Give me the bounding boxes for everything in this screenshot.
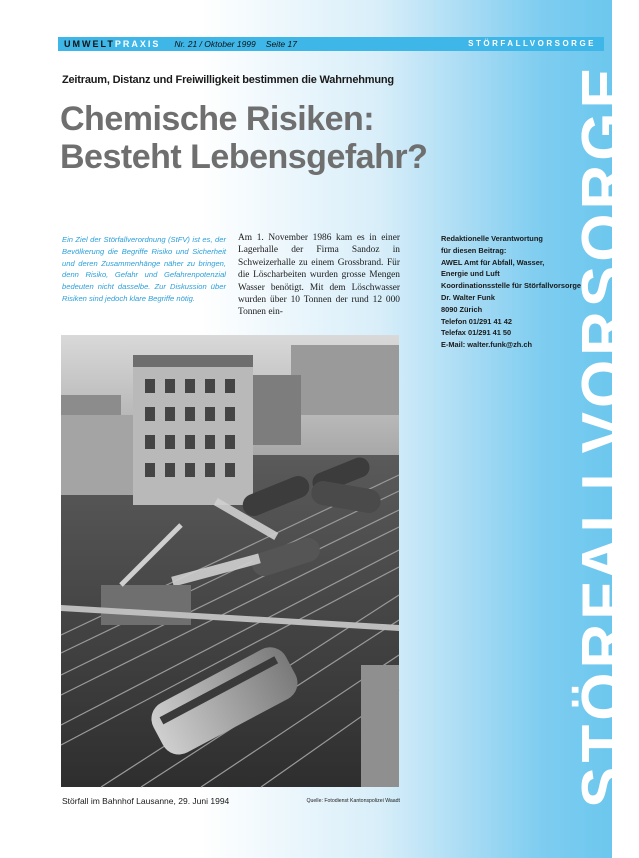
lead-paragraph: Ein Ziel der Störfallverordnung (StFV) ist es, der Bevölkerung die Begriffe Risiko und Sicherheit und deren Zusammenhänge näher zu bringen, denn Risiko, Gefahr und Gefahrenpotenzial bedeuten nicht dasselbe. Zur Diskussion über Risiken sind jedoch klare Begriffe nötig. bbox=[62, 235, 226, 303]
credit-line: 8090 Zürich bbox=[441, 304, 483, 314]
credit-line: Telefax 01/291 41 50 bbox=[441, 328, 512, 338]
credit-line: Redaktionelle Verantwortung bbox=[441, 234, 543, 243]
title-line-2: Besteht Lebensgefahr? bbox=[60, 138, 428, 176]
photo-source: Quelle: Fotodienst Kantonspolizei Waadt bbox=[306, 798, 400, 804]
brand-umwelt: UMWELT bbox=[64, 39, 115, 49]
credit-line: E-Mail: walter.funk@zh.ch bbox=[441, 340, 532, 350]
credit-line: Telefon 01/291 41 42 bbox=[441, 316, 512, 326]
accident-photo bbox=[61, 335, 399, 787]
photo-caption: Störfall im Bahnhof Lausanne, 29. Juni 1994 bbox=[62, 796, 230, 806]
issue-number: Nr. 21 / Oktober 1999 bbox=[174, 39, 256, 49]
body-paragraph: Am 1. November 1986 kam es in einer Lagerhalle der Firma Sandoz in Schweizerhalle zu einem Grossbrand. Für die Löscharbeiten wurden grosse Mengen Wasser benötigt. Mit dem Löschwasser wurden über 10 Tonnen der rund 12 000 Tonnen ein- bbox=[238, 233, 400, 318]
credit-line: Koordinationsstelle für Störfallvorsorge bbox=[441, 281, 582, 291]
photo-illustration bbox=[61, 335, 399, 787]
title-line-1: Chemische Risiken: bbox=[60, 100, 375, 138]
page-number: Seite 17 bbox=[265, 39, 297, 49]
credit-line: Energie und Luft bbox=[441, 269, 500, 279]
credit-line: für diesen Beitrag: bbox=[441, 245, 507, 255]
article-kicker: Zeitraum, Distanz und Freiwilligkeit bestimmen die Wahrnehmung bbox=[62, 74, 394, 86]
header-bar bbox=[58, 37, 604, 51]
credit-line: AWEL Amt für Abfall, Wasser, bbox=[441, 257, 545, 267]
section-tag: STÖRFALLVORSORGE bbox=[468, 39, 596, 48]
brand-praxis: PRAXIS bbox=[114, 39, 161, 49]
editorial-credits bbox=[441, 233, 591, 351]
article-title bbox=[60, 100, 490, 176]
credit-line: Dr. Walter Funk bbox=[441, 292, 495, 302]
vertical-section-word: STÖRFALLVORSORGE bbox=[570, 63, 639, 808]
